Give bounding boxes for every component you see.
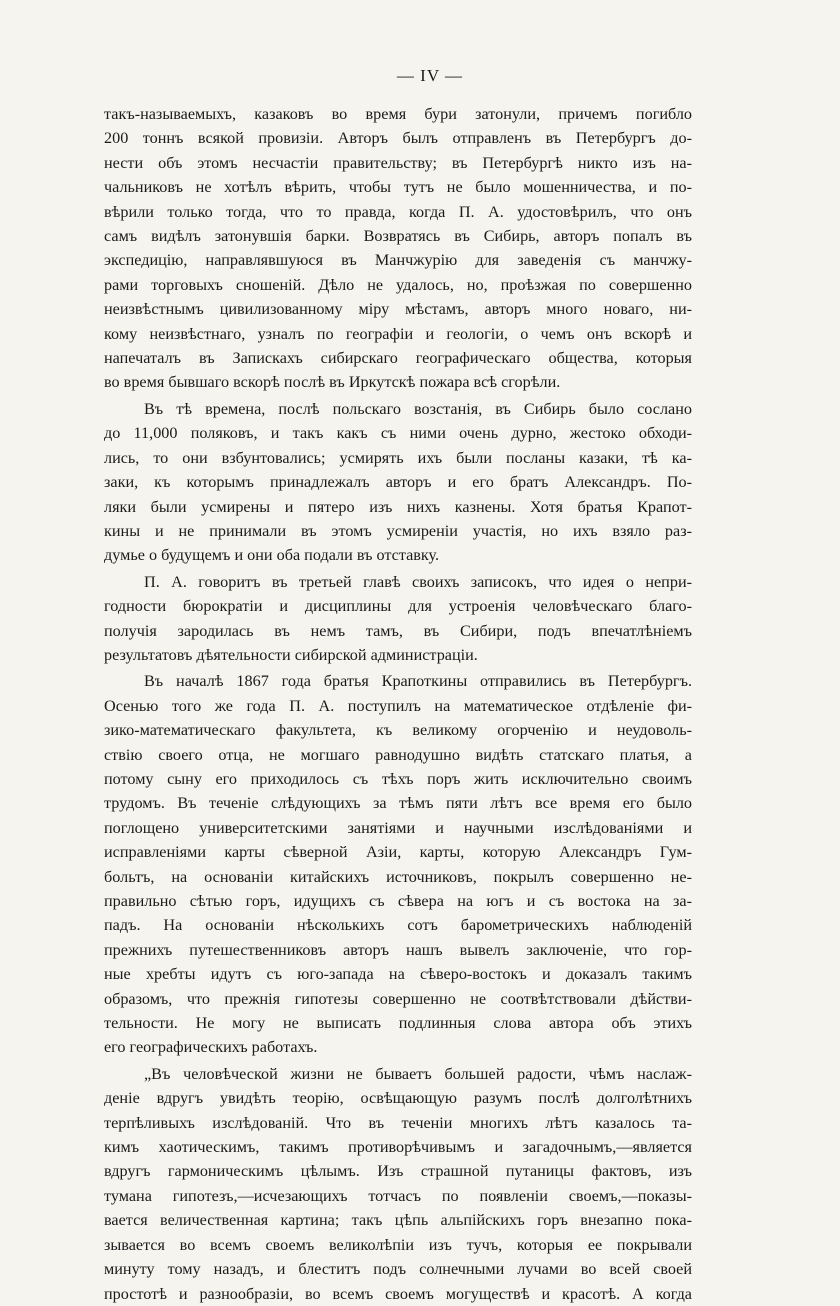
text-line: экспедицію, направлявшуюся въ Манчжурію для заведенія съ манчжу-	[104, 251, 692, 270]
text-line: П. А. говоритъ въ третьей главѣ своихъ записокъ, что идея о непри-	[144, 572, 692, 591]
text-line: чальниковъ не хотѣлъ вѣрить, чтобы тутъ не было мошенничества, и по-	[104, 178, 692, 197]
text-line: вдругъ гармоническимъ цѣлымъ. Изъ страшной путаницы фактовъ, изъ	[104, 1162, 692, 1181]
text-line: терпѣливыхъ изслѣдованій. Что въ теченіи многихъ лѣтъ казалось та-	[104, 1113, 692, 1132]
text-line: потому сыну его приходилось съ тѣхъ поръ жить исключительно своимъ	[104, 769, 692, 788]
text-line: тумана гипотезъ,—исчезающихъ тотчасъ по появленіи своемъ,—показы-	[104, 1186, 692, 1205]
text-line: напечаталъ въ Запискахъ сибирскаго географическаго общества, которыя	[104, 349, 692, 368]
text-line: его географическихъ работахъ.	[104, 1038, 318, 1057]
text-line: Въ тѣ времена, послѣ польскаго возстанія, въ Сибирь было сослано	[144, 399, 692, 418]
text-line: во время бывшаго вскорѣ послѣ въ Иркутскѣ пожара всѣ сгорѣли.	[104, 373, 561, 392]
text-line: результатовъ дѣятельности сибирской администраціи.	[104, 645, 478, 664]
text-line: вается величественная картина; такъ цѣпь альпійскихъ горъ внезапно пока-	[104, 1211, 692, 1230]
text-line: тельности. Не могу не выписать подлинныя слова автора объ этихъ	[104, 1014, 692, 1033]
text-line: до 11,000 поляковъ, и такъ какъ съ ними очень дурно, жестоко обходи-	[104, 424, 692, 443]
text-line: ные хребты идутъ съ юго-запада на сѣверо-востокъ и доказалъ такимъ	[104, 965, 692, 984]
text-line: 200 тоннъ всякой провизіи. Авторъ былъ отправленъ въ Петербургъ до-	[104, 129, 692, 148]
text-line: заки, къ которымъ принадлежалъ авторъ и его братъ Александръ. По-	[104, 473, 692, 492]
text-line: самъ видѣлъ затонувшія барки. Возвратясь въ Сибирь, авторъ попалъ въ	[104, 227, 692, 246]
text-line: годности бюрократіи и дисциплины для устроенія человѣческаго благо-	[104, 597, 692, 616]
text-line: зывается во всемъ своемъ великолѣпіи изъ тучъ, которыя ее покрывали	[104, 1235, 692, 1254]
body-text	[104, 102, 692, 1306]
text-line: нести объ этомъ несчастіи правительству; въ Петербургѣ никто изъ на-	[104, 153, 692, 172]
page-number: — IV —	[396, 66, 464, 85]
paragraph	[104, 102, 692, 395]
text-line: „Въ человѣческой жизни не бываетъ большей радости, чѣмъ наслаж-	[144, 1064, 692, 1083]
text-line: правильно сѣтью горъ, идущихъ съ сѣвера на югъ и съ востока на за-	[104, 892, 692, 910]
text-line: прежнихъ путешественниковъ авторъ нашъ вывелъ заключеніе, что гор-	[104, 940, 692, 959]
text-line: деніе вдругъ увидѣть теорію, освѣщающую разумъ послѣ долголѣтнихъ	[104, 1089, 692, 1108]
text-line: ствію своего отца, не могшаго равнодушно видѣть статскаго платья, а	[104, 745, 692, 764]
text-line: получія зародилась въ немъ тамъ, въ Сибири, подъ впечатлѣніемъ	[104, 621, 692, 640]
text-line: зико-математическаго факультета, къ великому огорченію и неудоволь-	[104, 721, 692, 740]
paragraph	[104, 669, 692, 1060]
text-line: трудомъ. Въ теченіе слѣдующихъ за тѣмъ пяти лѣтъ все время его было	[104, 794, 692, 813]
text-line: такъ-называемыхъ, казаковъ во время бури затонули, причемъ погибло	[104, 105, 692, 123]
text-line: кому неизвѣстнаго, узналъ по географіи и геологіи, о чемъ онъ вскорѣ и	[104, 324, 692, 343]
text-line: кимъ хаотическимъ, такимъ противорѣчивымъ и загадочнымъ,—является	[104, 1138, 692, 1157]
text-line: кины и не принимали въ этомъ усмиреніи участія, но ихъ взяло раз-	[104, 521, 692, 540]
text-line: исправленіями карты сѣверной Азіи, карты, которую Александръ Гум-	[104, 843, 692, 862]
text-line: ляки были усмирены и пятеро изъ нихъ казнены. Хотя братья Крапот-	[104, 497, 692, 516]
text-line: вѣрили только тогда, что то правда, когда П. А. удостовѣрилъ, что онъ	[104, 202, 692, 221]
text-line: думье о будущемъ и они оба подали въ отставку.	[104, 546, 440, 565]
text-line: рами торговыхъ сношеній. Дѣло не удалось, но, проѣзжая по совершенно	[104, 275, 692, 294]
text-line: лись, то они взбунтовались; усмирять ихъ были посланы казаки, тѣ ка-	[104, 448, 692, 467]
text-line: простотѣ и разнообразіи, во всемъ своемъ могуществѣ и красотѣ. А когда	[104, 1284, 692, 1303]
text-line: образомъ, что прежнія гипотезы совершенно не соотвѣтствовали дѣйстви-	[104, 989, 692, 1008]
paragraph	[104, 1062, 692, 1306]
text-line: неизвѣстнымъ цивилизованному міру мѣстамъ, авторъ много новаго, ни-	[104, 300, 692, 319]
text-line: больтъ, на основаніи китайскихъ источниковъ, покрылъ совершенно не-	[104, 867, 692, 886]
paragraph	[104, 397, 692, 568]
text-line: минуту тому назадъ, и блеститъ подъ солнечными лучами во всей своей	[104, 1260, 692, 1279]
text-line: Осенью того же года П. А. поступилъ на математическое отдѣленіе фи-	[104, 696, 692, 715]
text-line: падъ. На основаніи нѣсколькихъ сотъ барометрическихъ наблюденій	[104, 916, 692, 935]
paragraph	[104, 570, 692, 668]
text-line: Въ началѣ 1867 года братья Крапоткины отправились въ Петербургъ.	[144, 672, 692, 691]
text-line: поглощено университетскими занятіями и научными изслѣдованіями и	[104, 818, 692, 837]
